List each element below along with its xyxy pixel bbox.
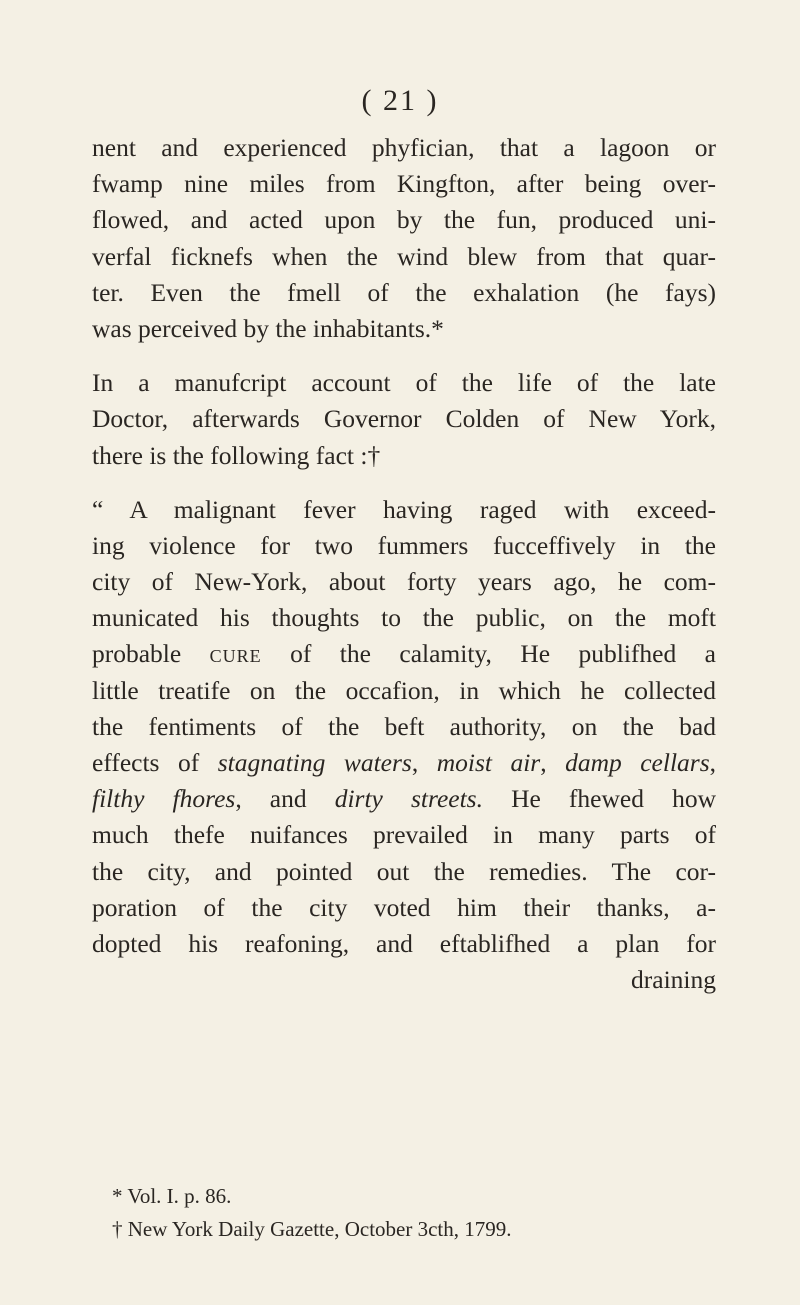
text-line: filthy fhores, and dirty streets. He fhewed how <box>92 784 716 814</box>
text-line: poration of the city voted him their thanks, a- <box>92 892 716 922</box>
text-line: little treatife on the occafion, in which he collected <box>92 675 716 705</box>
paragraph-1 <box>92 130 716 347</box>
page-number: ( 21 ) <box>361 84 439 117</box>
paragraph-2 <box>92 365 716 474</box>
footnote: * Vol. I. p. 86. <box>112 1184 232 1208</box>
text-line: the fentiments of the beft authority, on the bad <box>92 711 716 741</box>
text-line: nent and experienced phyfician, that a lagoon or <box>92 133 716 162</box>
text-line: effects of stagnating waters, moist air, damp cellars, <box>92 748 716 777</box>
text-line: “ A malignant fever having raged with exceed- <box>92 494 716 524</box>
text-line: the city, and pointed out the remedies. The cor- <box>92 856 716 886</box>
footnotes <box>112 1180 732 1246</box>
text-line: ter. Even the fmell of the exhalation (he fays) <box>92 277 716 307</box>
text-line: municated his thoughts to the public, on the moft <box>92 603 716 633</box>
italic-phrase: stagnating waters <box>217 748 412 777</box>
italic-phrase: moist air <box>436 748 541 777</box>
quotation <box>92 492 716 999</box>
text-line: ing violence for two fummers fucceffively in the <box>92 530 716 560</box>
text-line: flowed, and acted upon by the fun, produced uni- <box>92 205 716 235</box>
text-line: probable cure of the calamity, He publifhed a <box>92 639 716 669</box>
text-line: was perceived by the inhabitants.* <box>92 313 444 343</box>
catchword: draining <box>631 965 716 995</box>
text-line: city of New-York, about forty years ago, he com- <box>92 567 716 597</box>
footnote: † New York Daily Gazette, October 3cth, 1799. <box>112 1217 512 1241</box>
italic-phrase: damp cellars <box>565 748 710 777</box>
text-line: fwamp nine miles from Kingfton, after being over- <box>92 169 716 199</box>
body-text <box>92 130 716 998</box>
small-caps-word: cure <box>209 639 262 669</box>
text-line: In a manufcript account of the life of the late <box>92 368 716 398</box>
italic-phrase: dirty streets. <box>334 784 483 814</box>
text-line: dopted his reafoning, and eftablifhed a plan for <box>92 928 716 958</box>
text-line: verfal ficknefs when the wind blew from that quar- <box>92 241 716 271</box>
text-line: Doctor, afterwards Governor Colden of New York, <box>92 404 716 434</box>
text-line: there is the following fact :† <box>92 440 381 470</box>
italic-phrase: filthy fhores <box>92 784 236 814</box>
text-line: much thefe nuifances prevailed in many parts of <box>92 820 716 850</box>
